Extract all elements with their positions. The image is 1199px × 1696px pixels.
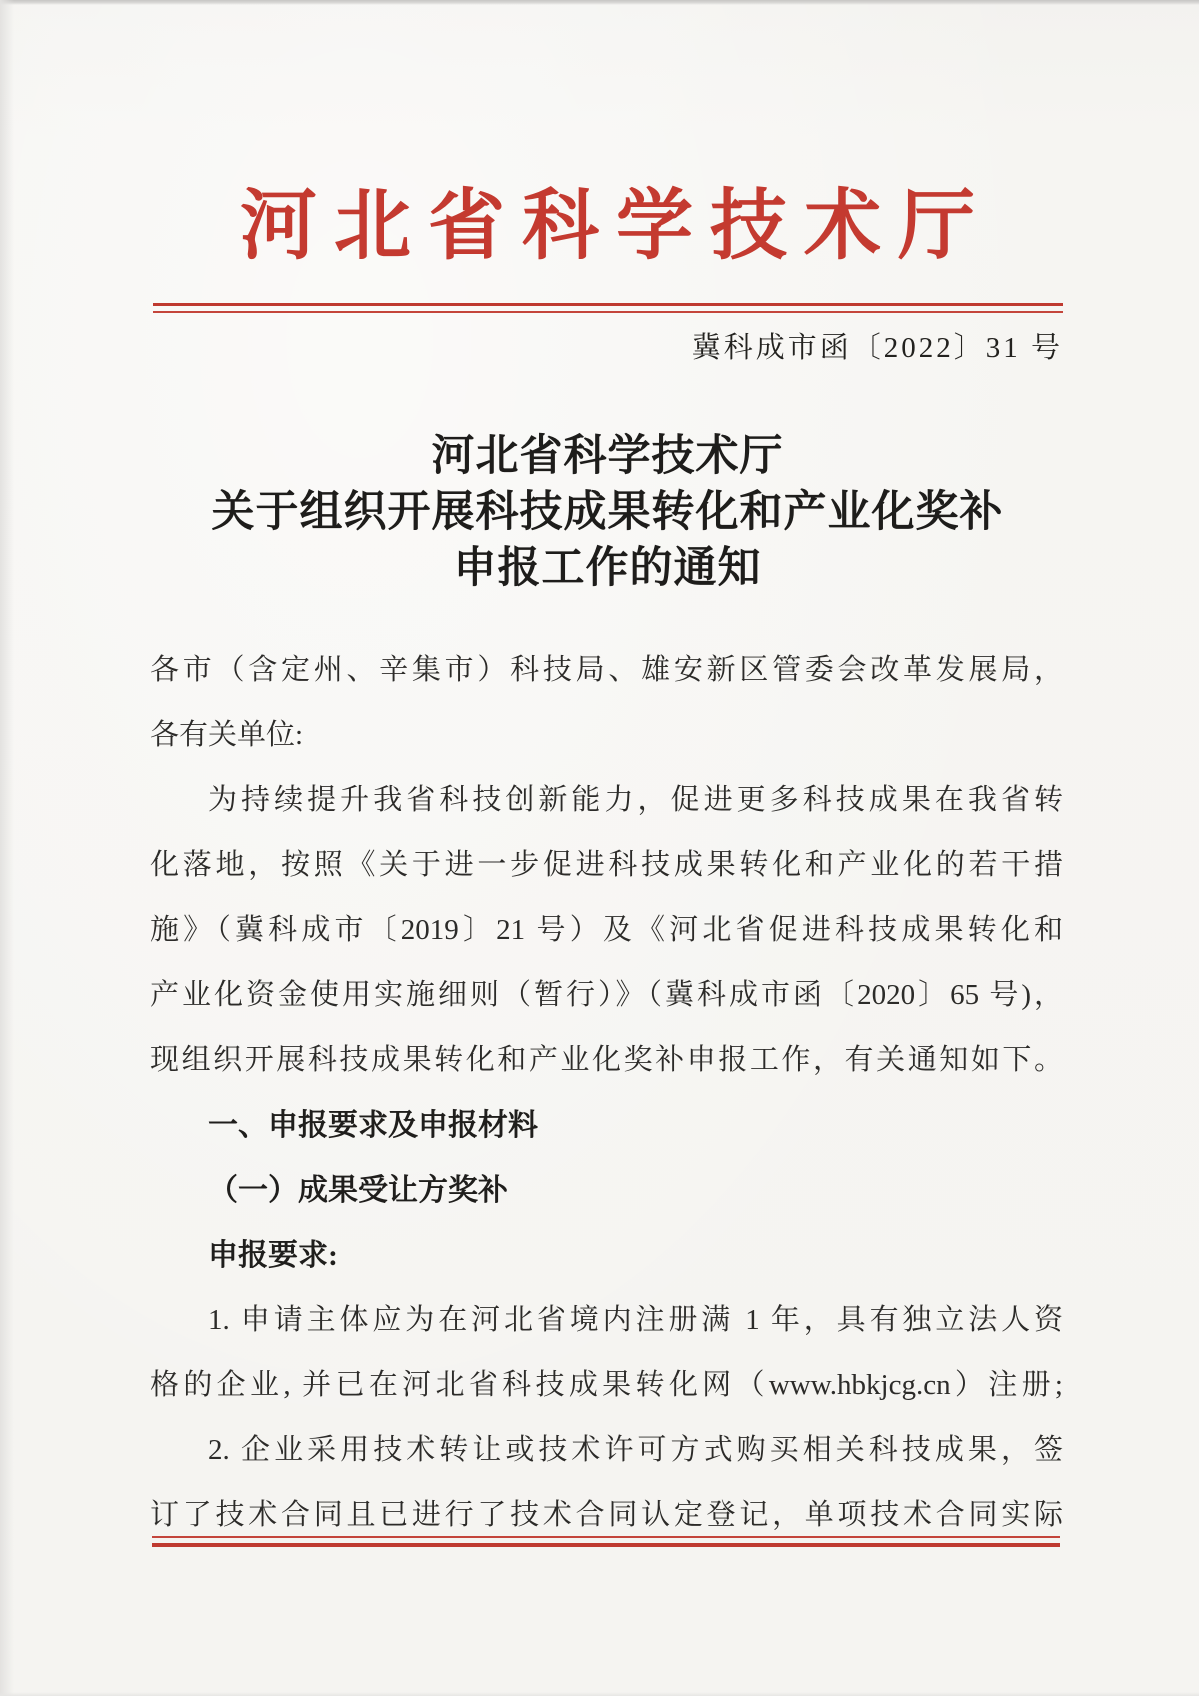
document-title-line-1: 河北省科学技术厅 bbox=[431, 432, 784, 480]
body-line: 化落地，按照《关于进一步促进科技成果转化和产业化的若干措 bbox=[150, 849, 1063, 881]
body-line: 订了技术合同且已进行了技术合同认定登记，单项技术合同实际 bbox=[150, 1499, 1063, 1531]
footer-rule-thin bbox=[152, 1536, 1060, 1538]
body-line: 施》（冀科成市〔2019〕21 号）及《河北省促进科技成果转化和 bbox=[150, 914, 1063, 946]
masthead-rule-thin bbox=[153, 311, 1063, 313]
body-line: 产业化资金使用实施细则（暂行）》（冀科成市函〔2020〕65 号)， bbox=[150, 979, 1063, 1011]
body-line: 为持续提升我省科技创新能力，促进更多科技成果在我省转 bbox=[208, 784, 1063, 816]
scan-edge-left bbox=[0, 0, 14, 1696]
agency-masthead: 河北省科学技术厅 bbox=[240, 183, 992, 269]
requirements-label: 申报要求: bbox=[208, 1239, 338, 1272]
document-title bbox=[152, 428, 1063, 596]
document-number: 冀科成市函〔2022〕31 号 bbox=[691, 332, 1063, 364]
body-line: 格的企业, 并已在河北省科技成果转化网（www.hbkjcg.cn）注册; bbox=[150, 1369, 1063, 1401]
addressee-line: 各市（含定州、辛集市）科技局、雄安新区管委会改革发展局， bbox=[150, 654, 1063, 686]
body-line: 1. 申请主体应为在河北省境内注册满 1 年，具有独立法人资 bbox=[208, 1304, 1063, 1336]
body-line: 2. 企业采用技术转让或技术许可方式购买相关科技成果，签 bbox=[208, 1434, 1063, 1466]
addressee-line: 各有关单位: bbox=[150, 719, 304, 751]
masthead-rule-thick bbox=[153, 303, 1063, 306]
section-heading: 一、申报要求及申报材料 bbox=[208, 1109, 538, 1142]
scan-edge-top bbox=[0, 0, 1199, 5]
document-title-line-2: 关于组织开展科技成果转化和产业化奖补 bbox=[211, 488, 1004, 536]
document-title-line-3: 申报工作的通知 bbox=[453, 544, 762, 592]
footer-rule-thick bbox=[152, 1543, 1060, 1547]
scan-edge-bottom bbox=[0, 1692, 1199, 1696]
body-line: 现组织开展科技成果转化和产业化奖补申报工作，有关通知如下。 bbox=[150, 1044, 1063, 1076]
document-body bbox=[150, 638, 1063, 1548]
subsection-heading: （一）成果受让方奖补 bbox=[208, 1174, 508, 1207]
